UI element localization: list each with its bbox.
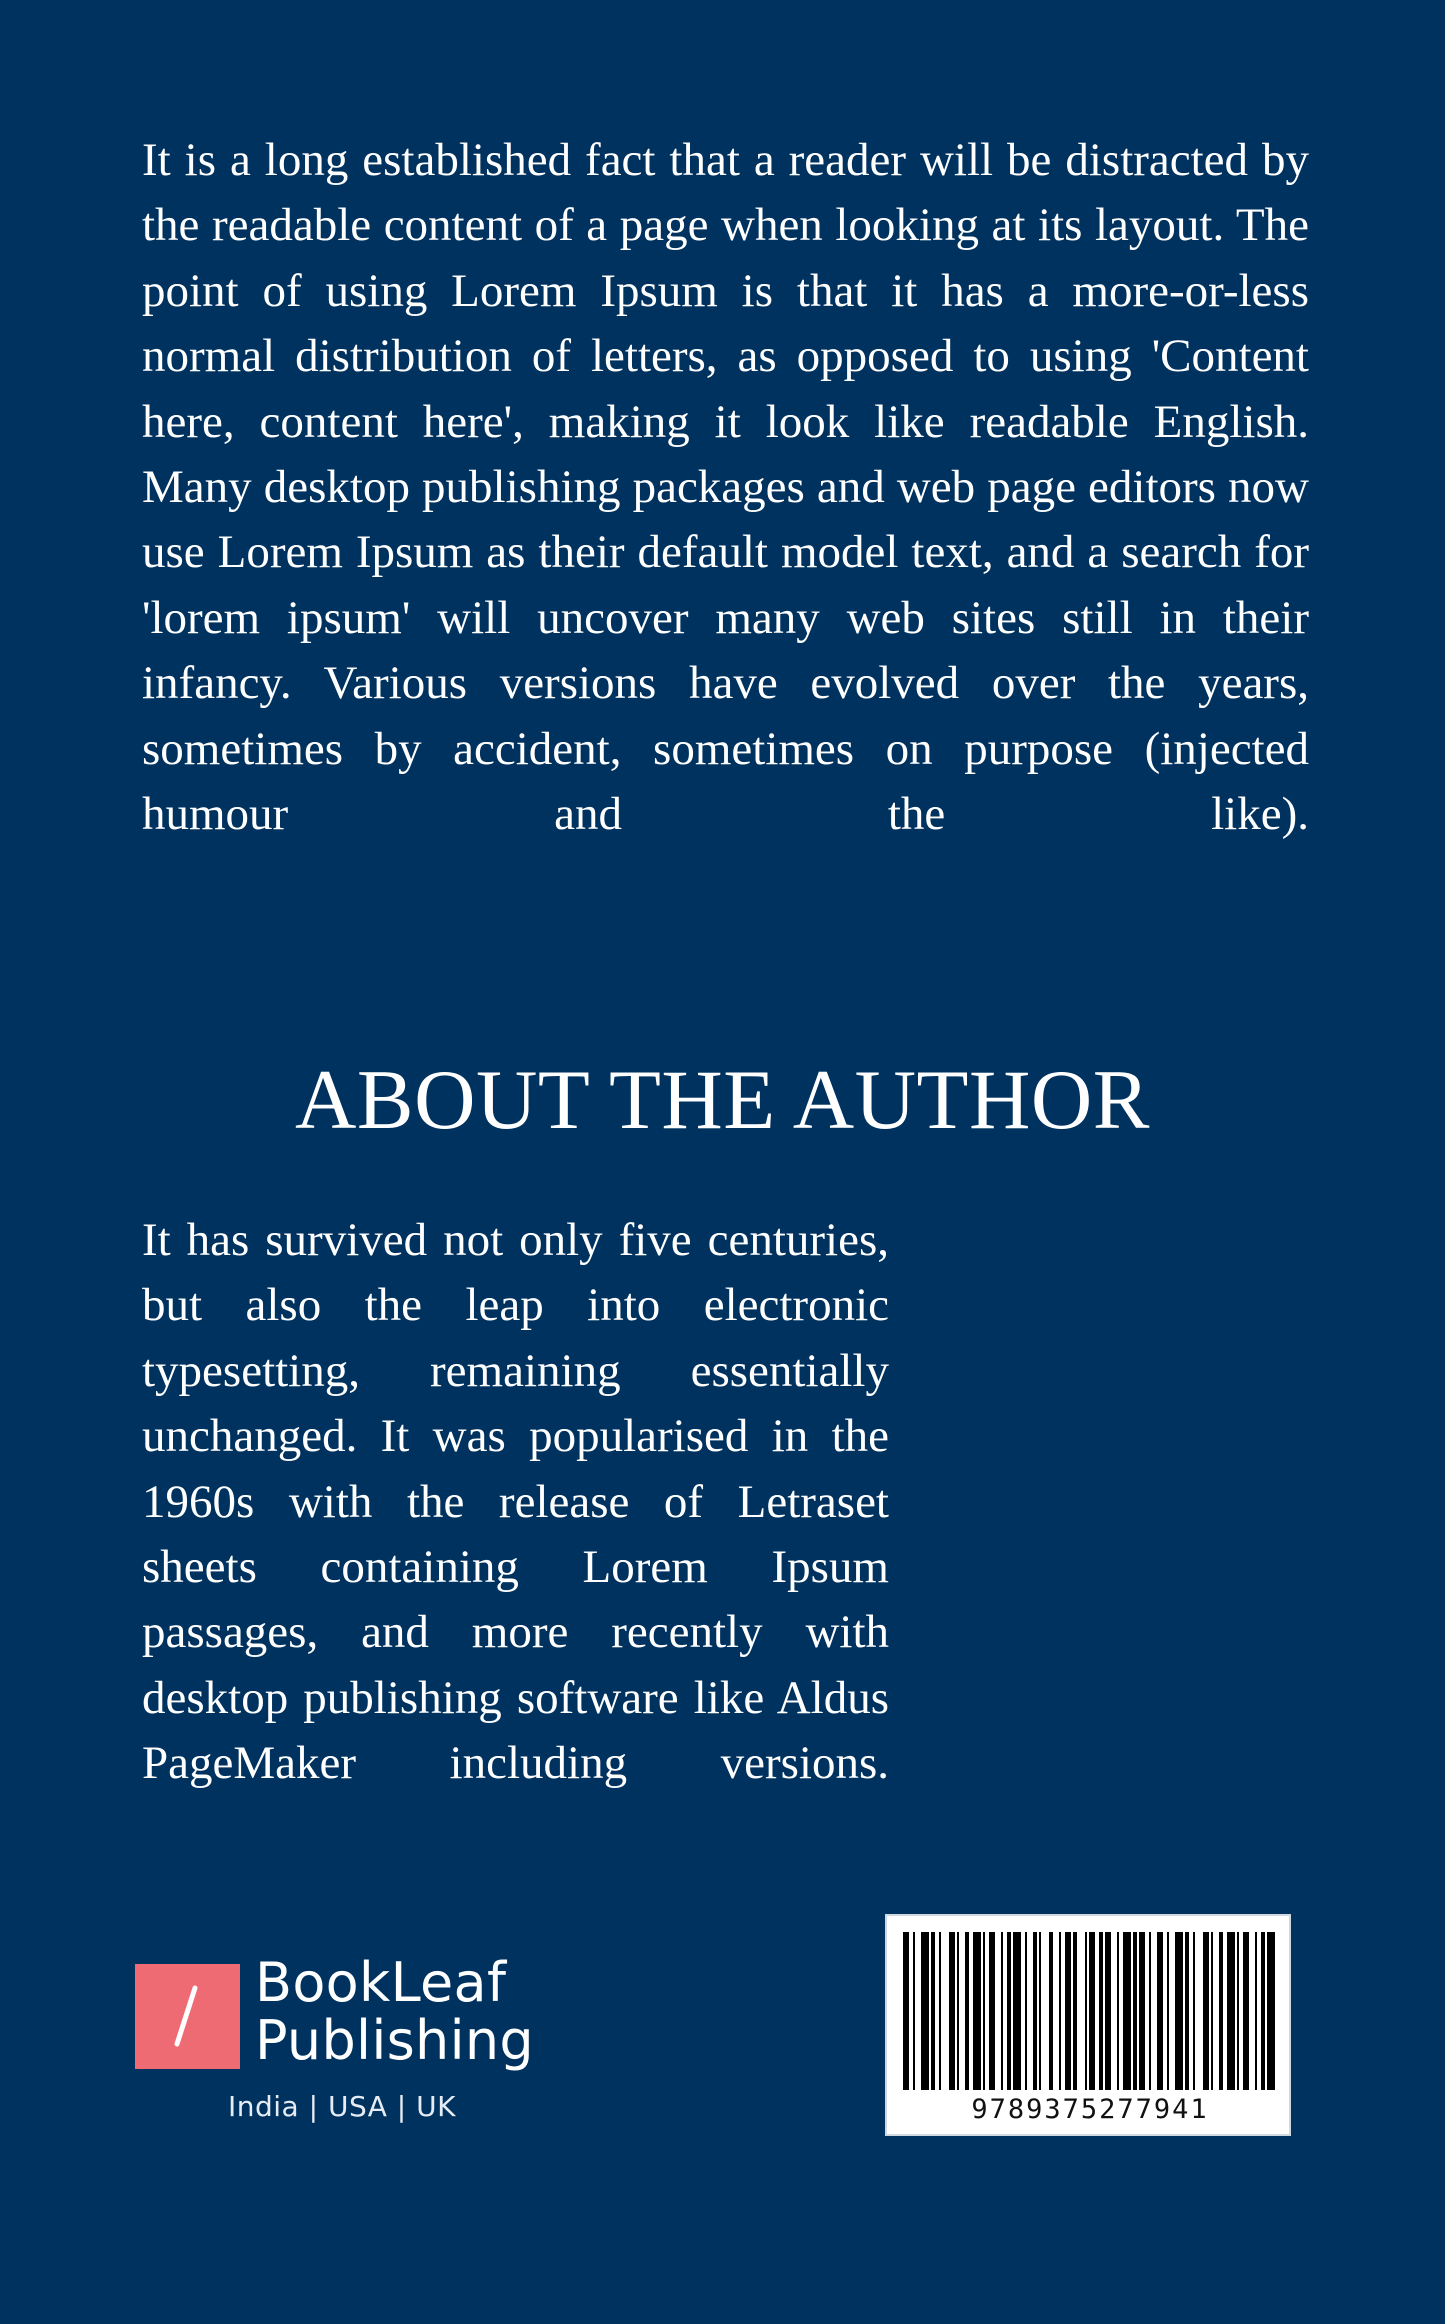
barcode-bar bbox=[921, 1932, 929, 2090]
barcode-bar bbox=[1049, 1932, 1053, 2090]
barcode-bar bbox=[1025, 1932, 1027, 2090]
barcode-bar bbox=[1219, 1932, 1223, 2090]
barcode-bar bbox=[1255, 1932, 1257, 2090]
slash-leaf-logo-icon bbox=[135, 1964, 240, 2069]
barcode-bar bbox=[1033, 1932, 1037, 2090]
barcode-bar bbox=[1013, 1932, 1021, 2090]
barcode-bar bbox=[1267, 1932, 1275, 2090]
publisher-name-line1: BookLeaf bbox=[255, 1951, 507, 2014]
barcode-bar bbox=[957, 1932, 959, 2090]
barcode-bar bbox=[1105, 1932, 1111, 2090]
barcode-bar bbox=[989, 1932, 995, 2090]
barcode-bar bbox=[965, 1932, 969, 2090]
publisher-name-line2: Publishing bbox=[255, 2009, 534, 2072]
barcode-bar bbox=[1157, 1932, 1163, 2090]
barcode-bar bbox=[1149, 1932, 1151, 2090]
isbn-barcode bbox=[885, 1914, 1291, 2136]
publisher-name bbox=[255, 1951, 534, 2072]
barcode-bar bbox=[1089, 1932, 1095, 2090]
barcode-bar bbox=[1193, 1932, 1195, 2090]
barcode-bar bbox=[1185, 1932, 1189, 2090]
barcode-bar bbox=[1059, 1932, 1061, 2090]
barcode-bar bbox=[1261, 1932, 1265, 2090]
barcode-bar bbox=[1085, 1932, 1087, 2090]
barcode-bar bbox=[939, 1932, 941, 2090]
barcode-bar bbox=[973, 1932, 981, 2090]
barcode-bar bbox=[1007, 1932, 1011, 2090]
barcode-bar bbox=[913, 1932, 915, 2090]
barcode-bar bbox=[1133, 1932, 1137, 2090]
barcode-bar bbox=[1175, 1932, 1183, 2090]
barcode-bar bbox=[1203, 1932, 1209, 2090]
publisher-logo bbox=[135, 1951, 555, 2140]
barcode-bar bbox=[1039, 1932, 1041, 2090]
barcode-bar bbox=[1211, 1932, 1213, 2090]
barcode-bar bbox=[931, 1932, 935, 2090]
author-bio: It has survived not only five centuries, but also the leap into electronic typesetting, remaining essentially unchanged. It was popularised in the 1960s with the release of Letraset sheets containing Lorem Ipsum passages, and more recently with desktop publishing software like Aldus PageMaker including versions. bbox=[142, 1214, 889, 1790]
barcode-bar bbox=[983, 1932, 985, 2090]
barcode-bar bbox=[1167, 1932, 1169, 2090]
barcode-bar bbox=[1065, 1932, 1071, 2090]
publisher-regions: India | USA | UK bbox=[228, 2090, 456, 2123]
barcode-bar bbox=[1237, 1932, 1239, 2090]
about-author-heading: ABOUT THE AUTHOR bbox=[295, 1053, 1150, 1147]
barcode-bar bbox=[1099, 1932, 1103, 2090]
barcode-bar bbox=[1227, 1932, 1235, 2090]
barcode-bar bbox=[1123, 1932, 1131, 2090]
barcode-bar bbox=[949, 1932, 955, 2090]
barcode-bar bbox=[1243, 1932, 1249, 2090]
barcode-bar bbox=[1073, 1932, 1077, 2090]
barcode-bar bbox=[903, 1932, 909, 2090]
book-blurb: It is a long established fact that a reader will be distracted by the readable content of a page when looking at its layout. The point of using Lorem Ipsum is that it has a more-or-less normal distribution of letters, as opposed to using 'Content here, content here', making it look like readable English. Many desktop publishing packages and web page editors now use Lorem Ipsum as their default model text, and a search for 'lorem ipsum' will uncover many web sites still in their infancy. Various versions have evolved over the years, sometimes by accident, sometimes on purpose (injected humour and the like). bbox=[142, 134, 1309, 841]
isbn-number: 9789375277941 bbox=[971, 2094, 1209, 2125]
barcode-bar bbox=[1117, 1932, 1119, 2090]
barcode-bar bbox=[1001, 1932, 1003, 2090]
barcode-bar bbox=[1139, 1932, 1145, 2090]
